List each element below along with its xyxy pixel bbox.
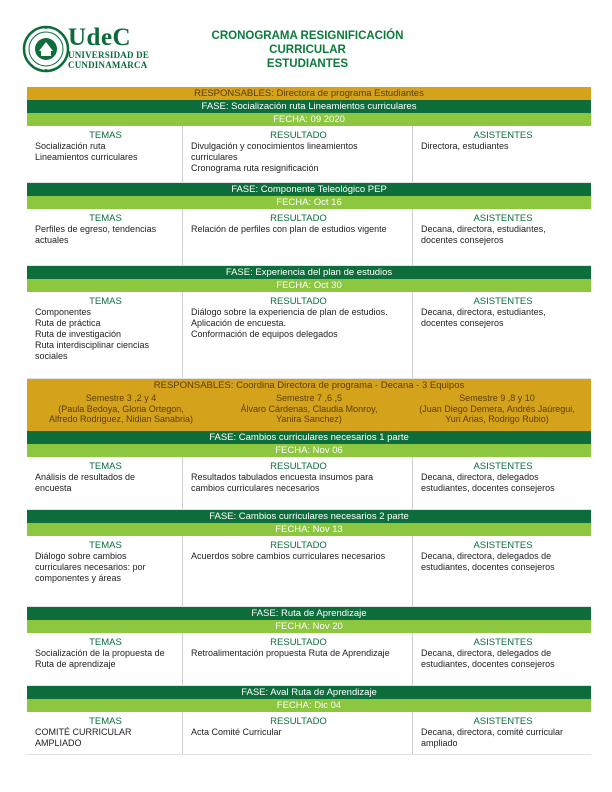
temas-cell [27,633,183,685]
resultado-header: RESULTADO [270,460,327,472]
resultado-header: RESULTADO [270,636,327,648]
semestre-block [403,393,591,425]
phase-row [27,457,591,510]
logo-line-2: CUNDINAMARCA [68,60,148,70]
phase-block [27,100,591,183]
semestre-block [215,393,403,425]
asistentes-cell [413,633,591,685]
asistentes-cell [413,457,591,509]
phase-block [27,183,591,266]
phase-block [27,686,591,755]
temas-header: TEMAS [89,636,122,648]
semestre-name: Semestre 9 ,8 y 10 [459,393,535,403]
phase-row [27,126,591,183]
temas-text: Socialización de la propuesta de Ruta de aprendizaje [35,647,165,669]
fecha-bar: FECHA: Oct 16 [27,196,591,209]
semestre-name: Semestre 3 ,2 y 4 [85,393,157,403]
resultado-text: Acta Comité Curricular [191,726,282,737]
phase-block [27,266,591,379]
fase-bar: FASE: Cambios curriculares necesarios 1 parte [27,431,591,444]
udec-seal-icon [22,24,70,74]
phase-row [27,536,591,607]
title-line-3: ESTUDIANTES [266,58,349,70]
resultado-cell [183,292,413,378]
resultado-header: RESULTADO [270,130,327,141]
fecha-bar: FECHA: 09 2020 [27,113,591,126]
asistentes-text: Directora, estudiantes [421,141,509,151]
phase-row [27,712,591,755]
fase-bar: FASE: Socialización ruta Lineamientos curriculares [27,100,591,113]
asistentes-text: Decana, directora, estudiantes, docentes consejeros [421,307,546,328]
logo-brand: UdeC [68,24,132,51]
resultado-header: RESULTADO [270,715,327,727]
fase-bar: FASE: Aval Ruta de Aprendizaje [27,686,591,699]
resultado-text: Divulgación y conocimientos lineamientos curriculares Cronograma ruta resignificación [191,141,358,173]
semestres-row [27,393,591,425]
responsables-bar-1: RESPONSABLES: Directora de programa Estudiantes [27,87,591,100]
temas-cell [27,292,183,378]
phase-block [27,607,591,686]
phase-group-1 [27,100,591,379]
asistentes-text: Decana, directora, delegados de estudiantes, docentes consejeros [421,647,555,669]
asistentes-text: Decana, directora, delegados de estudiantes, docentes consejeros [421,550,555,572]
temas-header: TEMAS [89,539,122,551]
temas-cell [27,209,183,265]
asistentes-cell [413,712,591,754]
asistentes-cell [413,292,591,378]
temas-header: TEMAS [89,460,122,472]
asistentes-header: ASISTENTES [473,296,533,307]
temas-header: TEMAS [89,715,122,727]
asistentes-header: ASISTENTES [473,636,533,648]
temas-text: COMITÉ CURRICULAR AMPLIADO [35,726,132,748]
asistentes-cell [413,536,591,606]
resultado-header: RESULTADO [270,213,327,224]
asistentes-header: ASISTENTES [473,130,533,141]
title-line-2: CURRICULAR [269,44,346,56]
logo-wordmark [68,26,149,70]
temas-text: Componentes Ruta de práctica Ruta de investigación Ruta interdisciplinar ciencias sociales [35,307,150,361]
fecha-bar: FECHA: Nov 20 [27,620,591,633]
resultado-cell [183,633,413,685]
resultado-cell [183,712,413,754]
temas-cell [27,457,183,509]
semestre-members: (Juan Diego Demera, Andrés Jaúregui, Yuri Arias, Rodrigo Rubio) [419,403,575,424]
asistentes-cell [413,126,591,182]
semestre-block [27,393,215,425]
logo-line-1: UNIVERSIDAD DE [68,50,150,60]
asistentes-text: Decana, directora, estudiantes, docentes consejeros [421,224,546,245]
phase-row [27,292,591,379]
responsables-bar-2: RESPONSABLES: Coordina Directora de programa - Decana - 3 Equipos [27,379,591,393]
temas-header: TEMAS [89,296,122,307]
asistentes-header: ASISTENTES [473,539,533,551]
temas-text: Diálogo sobre cambios curriculares necesarios: por componentes y áreas [35,550,146,583]
fecha-bar: FECHA: Nov 06 [27,444,591,457]
resultado-cell [183,536,413,606]
schedule-table [27,87,591,755]
title-line-1: CRONOGRAMA RESIGNIFICACIÓN [211,30,404,42]
resultado-cell [183,209,413,265]
temas-cell [27,126,183,182]
resultado-text: Diálogo sobre la experiencia de plan de estudios. Aplicación de encuesta. Conformación de equipos delegados [191,307,388,339]
temas-header: TEMAS [89,130,122,141]
fecha-bar: FECHA: Nov 13 [27,523,591,536]
resultado-header: RESULTADO [270,296,327,307]
temas-cell [27,712,183,754]
resultado-cell [183,126,413,182]
fase-bar: FASE: Componente Teleológico PEP [27,183,591,196]
asistentes-text: Decana, directora, comité curricular ampliado [421,726,564,748]
phase-row [27,209,591,266]
resultado-cell [183,457,413,509]
resultado-text: Acuerdos sobre cambios curriculares necesarios [191,550,386,561]
fase-bar: FASE: Cambios curriculares necesarios 2 parte [27,510,591,523]
asistentes-cell [413,209,591,265]
asistentes-text: Decana, directora, delegados estudiantes, docentes consejeros [421,471,555,493]
temas-text: Análisis de resultados de encuesta [35,471,136,493]
fecha-bar: FECHA: Oct 30 [27,279,591,292]
temas-text: Perfiles de egreso, tendencias actuales [35,224,157,245]
page-header [0,0,612,88]
asistentes-header: ASISTENTES [473,213,533,224]
fecha-bar: FECHA: Dic 04 [27,699,591,712]
temas-header: TEMAS [89,213,122,224]
phase-group-2 [27,431,591,755]
fase-bar: FASE: Ruta de Aprendizaje [27,607,591,620]
resultado-header: RESULTADO [270,539,327,551]
resultado-text: Resultados tabulados encuesta insumos para cambios curriculares necesarios [191,471,374,493]
phase-block [27,510,591,607]
semestre-members: Álvaro Cárdenas, Claudia Monroy, Yanira Sanchez) [240,403,378,424]
phase-row [27,633,591,686]
resultado-text: Relación de perfiles con plan de estudios vigente [191,224,387,234]
resultado-text: Retroalimentación propuesta Ruta de Aprendizaje [191,647,390,658]
temas-text: Socialización ruta Lineamientos curriculares [35,141,138,162]
asistentes-header: ASISTENTES [473,460,533,472]
fase-bar: FASE: Experiencia del plan de estudios [27,266,591,279]
phase-block [27,431,591,510]
semestre-members: (Paula Bedoya, Gloria Ortegon, Alfredo Rodriguez, Nidian Sanabria) [48,403,194,424]
semestre-name: Semestre 7 ,6 ,5 [275,393,343,403]
page-title [200,29,415,71]
temas-cell [27,536,183,606]
asistentes-header: ASISTENTES [473,715,533,727]
